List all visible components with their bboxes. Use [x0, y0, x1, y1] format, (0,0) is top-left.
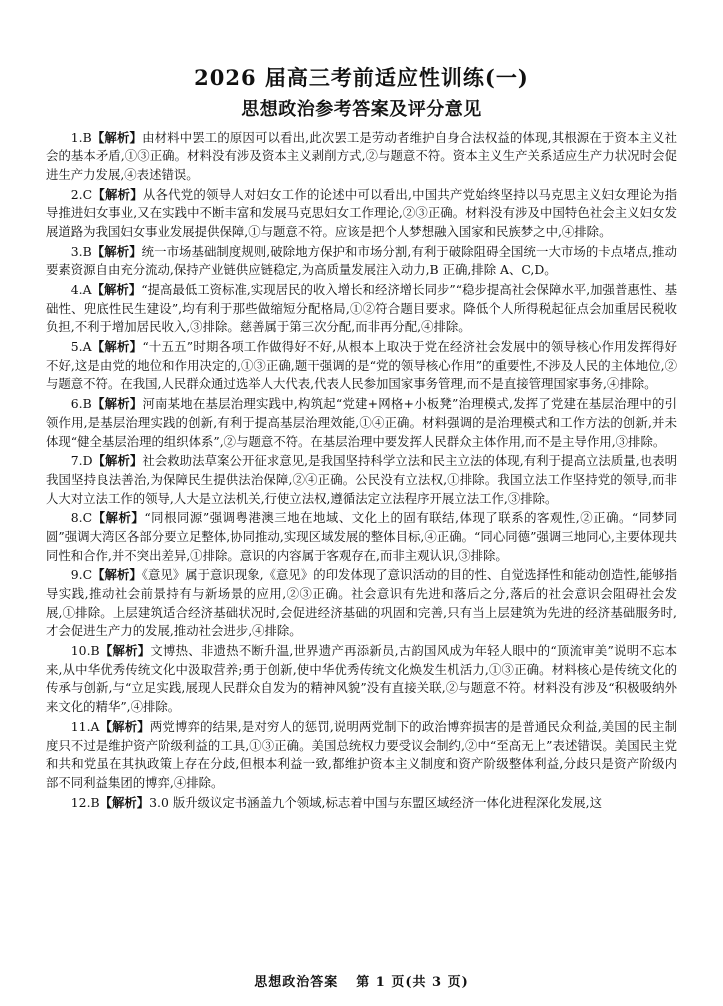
- answer-tag: 【解析】: [91, 395, 143, 411]
- answer-number: 2.C: [70, 186, 93, 202]
- answer-item: [46, 642, 677, 717]
- answer-number: 4.A: [70, 281, 92, 297]
- answer-number: 1.B: [70, 129, 92, 145]
- answer-item: [46, 338, 677, 395]
- answer-item: [46, 281, 677, 338]
- answer-text: 两党博弈的结果,是对穷人的惩罚,说明两党制下的政治博弈损害的是普通民众利益,美国的民主制度只不过是维护资产阶级利益的工具,①③正确。美国总统权力要受议会制约,②中“至高无上”表述错误。美国民主党和共和党虽在其执政策上存在分歧,但根本利益一致,都维护资本主义制度和资产阶级整体利益,分歧只是资产阶级内部不同利益集团的博弈,④排除。: [46, 718, 677, 791]
- answer-item: [46, 509, 677, 566]
- answer-number: 8.C: [70, 509, 93, 525]
- answer-number: 9.C: [70, 566, 93, 582]
- answer-tag: 【解析】: [91, 243, 142, 259]
- answer-number: 3.B: [70, 243, 92, 259]
- answer-item: [46, 243, 677, 281]
- answer-text: 从各代党的领导人对妇女工作的论述中可以看出,中国共产党始终坚持以马克思主义妇女理论为指导推进妇女事业,又在实践中不断丰富和发展马克思妇女工作理论,②③正确。材料没有涉及中国特色社会主义妇女发展道路为我国妇女事业发展提供保障,①与题意不符。应该是把个人梦想融入国家和民族梦之中,④排除。: [46, 186, 677, 240]
- answer-number: 10.B: [70, 642, 100, 658]
- answer-tag: 【解析】: [92, 452, 143, 468]
- answer-text: 河南某地在基层治理实践中,构筑起“党建+网格+小板凳”治理模式,发挥了党建在基层治理中的引领作用,是基层治理实践的创新,有利于提高基层治理效能,①④正确。材料强调的是治理模式和工作方法的创新,并未体现“健全基层治理的组织体系”,②与题意不符。在基层治理中要发挥人民群众主体作用,而不是主导作用,③排除。: [46, 395, 677, 449]
- answer-number: 5.A: [70, 338, 92, 354]
- answer-text: 由材料中罢工的原因可以看出,此次罢工是劳动者维护自身合法权益的体现,其根源在于资本主义社会的基本矛盾,①③正确。材料没有涉及资本主义剥削方式,②与题意不符。资本主义生产关系适应生产力状况时会促进生产力发展,④表述错误。: [46, 129, 677, 183]
- answer-text: 社会救助法草案公开征求意见,是我国坚持科学立法和民主立法的体现,有利于提高立法质量,也表明我国坚持良法善治,为保障民生提供法治保障,②④正确。公民没有立法权,①排除。我国立法工作坚持党的领导,而非人大对立法工作的领导,人大是立法机关,行使立法权,遵循法定立法程序开展立法工作,③排除。: [46, 452, 677, 506]
- page-footer: [0, 971, 723, 990]
- answer-number: 6.B: [70, 395, 92, 411]
- answer-item: [46, 186, 677, 243]
- answer-tag: 【解析】: [91, 338, 143, 354]
- answer-tag: 【解析】: [92, 566, 142, 582]
- answer-tag: 【解析】: [99, 794, 150, 810]
- answer-text: 《意见》属于意识现象,《意见》的印发体现了意识活动的目的性、自觉选择性和能动创造性,能够指导实践,推动社会前景持有与新场景的应用,②③正确。社会意识有先进和落后之分,落后的社会意识会阻碍社会发展,①排除。上层建筑适合经济基础状况时,会促进经济基础的巩固和完善,只有当上层建筑为先进的经济基础服务时,才会促进生产力的发展,推动社会进步,④排除。: [46, 566, 677, 639]
- answer-text: 文博热、非遗热不断升温,世界遗产再添新员,古韵国风成为年轻人眼中的“顶流审美”说明不忘本来,从中华优秀传统文化中汲取营养;勇于创新,使中华优秀传统文化焕发生机活力,①③正确。材料核心是传统文化的传承与创新,与“立足实践,展现人民群众自发为的精神风貌”没有直接关联,②与题意不符。材料没有涉及“积极吸纳外来文化的精华”,④排除。: [46, 642, 678, 715]
- answer-tag: 【解析】: [91, 281, 142, 297]
- page-subtitle: 思想政治参考答案及评分意见: [241, 98, 482, 120]
- answer-number: 11.A: [70, 718, 100, 734]
- answer-tag: 【解析】: [92, 509, 145, 525]
- answer-text: “十五五”时期各项工作做得好不好,从根本上取决于党在经济社会发展中的领导核心作用发挥得好不好,这是由党的地位和作用决定的,①③正确,题干强调的是“党的领导核心作用”的重要性,不涉及人民的主体地位,②与题意不符。在我国,人民群众通过选举人大代表,代表人民参加国家事务管理,而不是直接管理国家事务,④排除。: [46, 338, 677, 392]
- answer-number: 7.D: [70, 452, 93, 468]
- answer-item: [46, 718, 677, 793]
- answer-text: “提高最低工资标准,实现居民的收入增长和经济增长同步”“稳步提高社会保障水平,加强普惠性、基础性、兜底性民生建设”,均有利于那些做缩短分配格局,①②符合题目要求。降低个人所得税起征点会加重居民税收负担,不利于增加居民收入,③排除。慈善属于第三次分配,而非再分配,④排除。: [46, 281, 678, 335]
- answer-item: [46, 452, 677, 509]
- answer-item: [46, 129, 677, 186]
- answer-number: 12.B: [70, 794, 100, 810]
- answer-text: “同根同源”强调粤港澳三地在地域、文化上的固有联结,体现了联系的客观性,②正确。“同梦同圆”强调大湾区各部分要立足整体,协同推动,实现区域发展的整体目标,④正确。“同心同德”强调三地同心,主要体现共同性和合作,并不突出差异,①排除。意识的内容属于客观存在,而非主观认识,③排除。: [46, 509, 678, 563]
- answer-list: [46, 129, 677, 813]
- footer-page-number: 第 1 页(共 3 页): [356, 975, 469, 990]
- footer-subject-label: 思想政治答案: [254, 975, 339, 990]
- answer-tag: 【解析】: [99, 642, 151, 658]
- answer-text: 3.0 版升级议定书涵盖九个领域,标志着中国与东盟区域经济一体化进程深化发展,这: [149, 794, 602, 810]
- answer-text: 统一市场基础制度规则,破除地方保护和市场分割,有利于破除阻碍全国统一大市场的卡点堵点,推动要素资源自由充分流动,保持产业链供应链稳定,为高质量发展注入动力,B 正确,排除 A、C,D。: [46, 243, 677, 278]
- answer-tag: 【解析】: [99, 718, 150, 734]
- answer-tag: 【解析】: [92, 186, 143, 202]
- answer-item: [46, 794, 677, 813]
- answer-tag: 【解析】: [91, 129, 143, 145]
- page-title: 2026 届高三考前适应性训练(一): [194, 65, 529, 90]
- answer-item: [46, 566, 677, 641]
- answer-item: [46, 395, 677, 452]
